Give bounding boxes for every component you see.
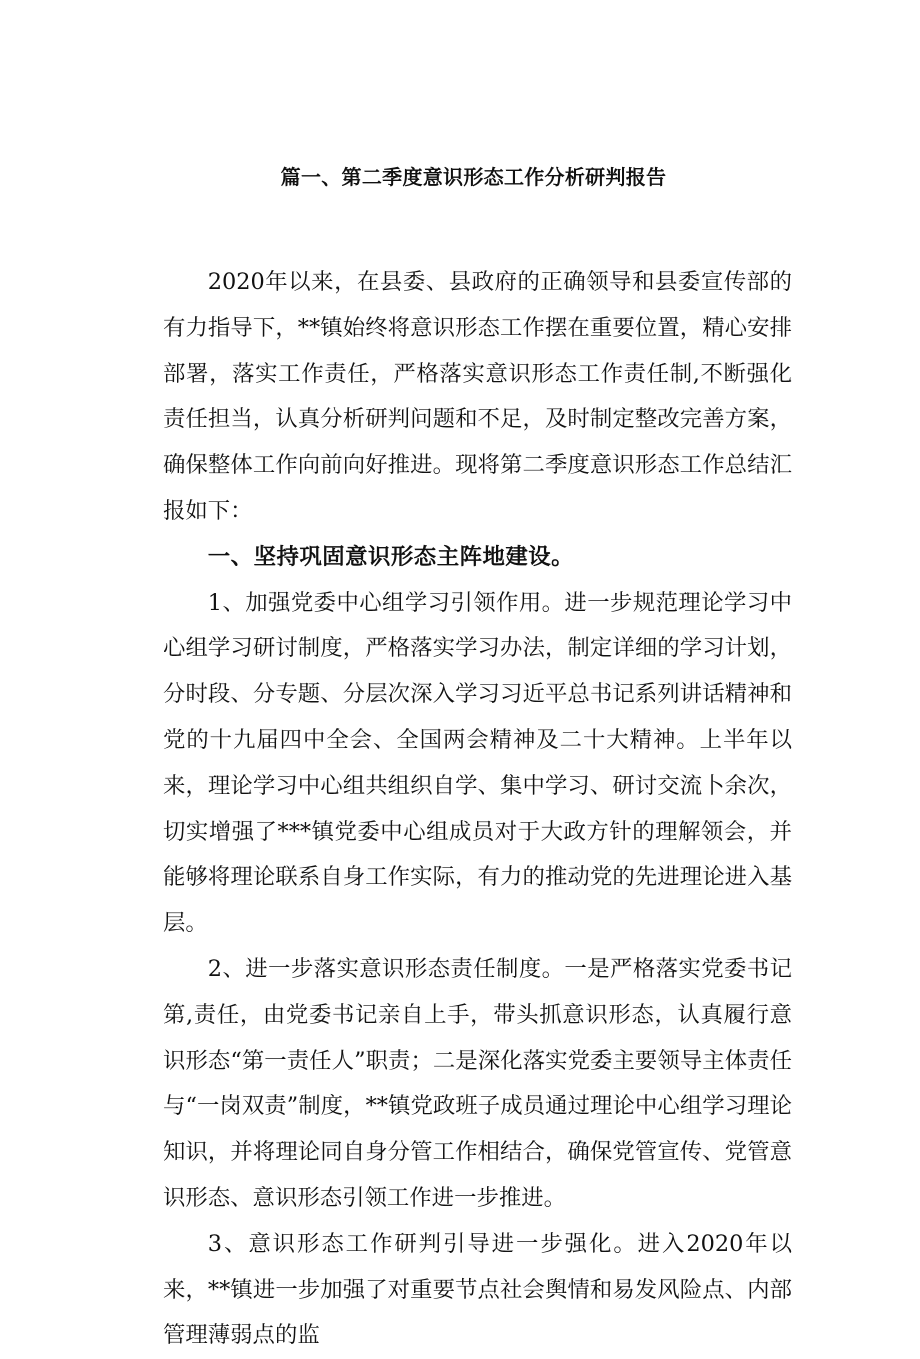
document-body: [163, 260, 792, 1359]
document-title: 篇一、第二季度意识形态工作分析研判报告: [280, 165, 667, 189]
body-paragraph-3: 3、意识形态工作研判引导进一步强化。进入2020年以来，**镇进一步加强了对重要节点社会舆情和易发风险点、内部管理薄弱点的监: [163, 1230, 792, 1349]
section-heading: 一、坚持巩固意识形态主阵地建设。: [207, 543, 575, 570]
body-paragraph-2: 2、进一步落实意识形态责任制度。一是严格落实党委书记第,责任，由党委书记亲自上手，带头抓意识形态，认真履行意识形态“第一责任人”职责；二是深化落实党委主要领导主体责任与“一岗双责”制度，**镇党政班子成员通过理论中心组学习理论知识，并将理论同自身分管工作相结合，确保党管宣传、党管意识形态、意识形态引领工作进一步推进。: [163, 955, 792, 1211]
body-paragraph-1: 1、加强党委中心组学习引领作用。进一步规范理论学习中心组学习研讨制度，严格落实学习办法，制定详细的学习计划，分时段、分专题、分层次深入学习习近平总书记系列讲话精神和党的十九届四中全会、全国两会精神及二十大精神。上半年以来，理论学习中心组共组织自学、集中学习、研讨交流卜余次，切实增强了***镇党委中心组成员对于大政方针的理解领会，并能够将理论联系自身工作实际，有力的推动党的先进理论进入基层。: [163, 589, 792, 937]
intro-paragraph: 2020年以来，在县委、县政府的正确领导和县委宣传部的有力指导下，**镇始终将意识形态工作摆在重要位置，精心安排部署，落实工作责任，严格落实意识形态工作责任制,不断强化责任担当，认真分析研判问题和不足，及时制定整改完善方案，确保整体工作向前向好推进。现将第二季度意识形态工作总结汇报如下：: [163, 269, 792, 524]
